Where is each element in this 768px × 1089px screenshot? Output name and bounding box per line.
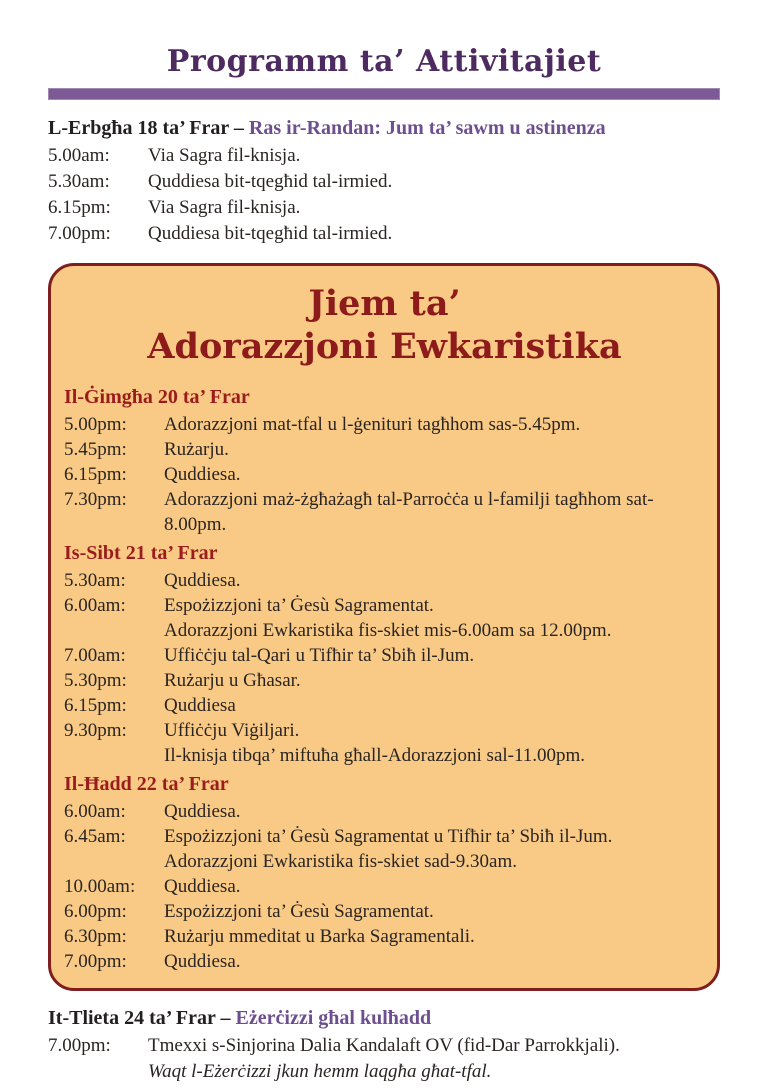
row-text: Espożizzjoni ta’ Ġesù Sagramentat. [164,595,434,616]
row-time: 6.15pm: [64,464,127,485]
box-title [64,282,705,368]
schedule-row [64,462,705,487]
title-divider-bar [48,88,720,100]
day-heading-friday: Il-Ġimgħa 20 ta’ Frar [64,386,250,408]
row-time: 10.00am: [64,876,136,897]
schedule-row [48,143,720,169]
box-title-line1: Jiem ta’ [308,283,461,324]
row-text: Uffiċċju tal-Qari u Tifħir ta’ Sbiħ il-Jum. [164,645,475,666]
day-heading-saturday: Is-Sibt 21 ta’ Frar [64,542,218,564]
section-tuesday-24 [48,1005,720,1085]
row-text: Adorazzjoni maż-żgħażagħ tal-Parroċċa u l-familji tagħhom sat-8.00pm. [164,489,654,535]
day-heading-subtitle: Ras ir-Randan: Jum ta’ sawm u astinenza [248,117,606,139]
schedule-row [64,487,705,537]
schedule-row [48,169,720,195]
row-time: 5.00am: [48,145,110,166]
row-text: Quddiesa bit-tqegħid tal-irmied. [148,223,393,244]
row-time: 5.30am: [48,171,110,192]
row-time: 7.00pm: [48,223,111,244]
day-heading-date: L-Erbgħa 18 ta’ Frar – [48,117,249,139]
schedule-row [64,824,705,849]
section-sunday-22 [64,771,705,974]
row-text: Il-knisja tibqa’ miftuħa għall-Adorazzjoni sal-11.00pm. [164,745,586,766]
wednesday-schedule [48,143,720,247]
row-text: Adorazzjoni Ewkaristika fis-skiet mis-6.00am sa 12.00pm. [164,620,612,641]
schedule-row [64,643,705,668]
row-time: 5.00pm: [64,414,127,435]
box-title-line2: Adorazzjoni Ewkaristika [147,326,622,367]
row-text: Rużarju mmeditat u Barka Sagramentali. [164,926,475,947]
row-time [64,849,164,874]
row-text: Espożizzjoni ta’ Ġesù Sagramentat. [164,901,434,922]
row-text: Adorazzjoni mat-tfal u l-ġenituri tagħhom sas-5.45pm. [164,414,581,435]
row-time [48,1059,148,1085]
row-time: 5.45pm: [64,439,127,460]
day-heading-date: It-Tlieta 24 ta’ Frar – [48,1007,236,1029]
page-title: Programm ta’ Attivitajiet [166,44,602,79]
row-time [64,618,164,643]
row-text: Quddiesa. [164,570,241,591]
day-heading-tuesday [48,1005,720,1031]
day-heading-subtitle: Eżerċizzi għal kulħadd [235,1007,432,1029]
row-time: 9.30pm: [64,720,127,741]
schedule-row [64,593,705,618]
row-text: Adorazzjoni Ewkaristika fis-skiet sad-9.30am. [164,851,517,872]
schedule-row [64,949,705,974]
schedule-row [64,618,705,643]
row-text: Quddiesa. [164,801,241,822]
schedule-row [64,924,705,949]
row-time [64,743,164,768]
adoration-box [48,263,720,991]
row-text: Quddiesa. [164,464,241,485]
row-time: 7.30pm: [64,489,127,510]
row-time: 7.00am: [64,645,126,666]
row-time: 5.30am: [64,570,126,591]
schedule-row [64,412,705,437]
row-time: 6.15pm: [64,695,127,716]
schedule-row [48,1059,720,1085]
row-time: 7.00pm: [48,1035,111,1056]
row-text: Via Sagra fil-knisja. [148,197,301,218]
section-saturday-21 [64,540,705,768]
schedule-row [64,874,705,899]
schedule-row [64,718,705,743]
row-text: Via Sagra fil-knisja. [148,145,301,166]
friday-schedule [64,412,705,537]
row-text: Quddiesa bit-tqegħid tal-irmied. [148,171,393,192]
schedule-row [64,899,705,924]
schedule-row [64,437,705,462]
row-time: 6.15pm: [48,197,111,218]
schedule-row [64,568,705,593]
schedule-row [48,195,720,221]
row-text: Quddiesa. [164,951,241,972]
row-text: Tmexxi s-Sinjorina Dalia Kandalaft OV (fid-Dar Parrokkjali). [148,1035,620,1056]
schedule-row [48,1033,720,1059]
row-time: 7.00pm: [64,951,127,972]
saturday-schedule [64,568,705,768]
section-wednesday-18 [48,115,720,247]
schedule-row [64,849,705,874]
schedule-row [48,221,720,247]
row-text: Waqt l-Eżerċizzi jkun hemm laqgħa għat-tfal. [148,1061,492,1082]
row-time: 6.00am: [64,595,126,616]
schedule-row [64,693,705,718]
row-time: 5.30pm: [64,670,127,691]
schedule-row [64,743,705,768]
section-friday-20 [64,384,705,537]
row-time: 6.30pm: [64,926,127,947]
sunday-schedule [64,799,705,974]
row-time: 6.00am: [64,801,126,822]
tuesday-schedule [48,1033,720,1085]
row-text: Rużarju u Għasar. [164,670,301,691]
row-text: Rużarju. [164,439,229,460]
row-text: Espożizzjoni ta’ Ġesù Sagramentat u Tifħir ta’ Sbiħ il-Jum. [164,826,613,847]
day-heading-sunday: Il-Ħadd 22 ta’ Frar [64,773,229,795]
row-time: 6.45am: [64,826,126,847]
row-text: Quddiesa [164,695,236,716]
schedule-row [64,799,705,824]
day-heading-wednesday [48,115,720,141]
row-text: Uffiċċju Viġiljari. [164,720,300,741]
row-text: Quddiesa. [164,876,241,897]
schedule-row [64,668,705,693]
row-time: 6.00pm: [64,901,127,922]
